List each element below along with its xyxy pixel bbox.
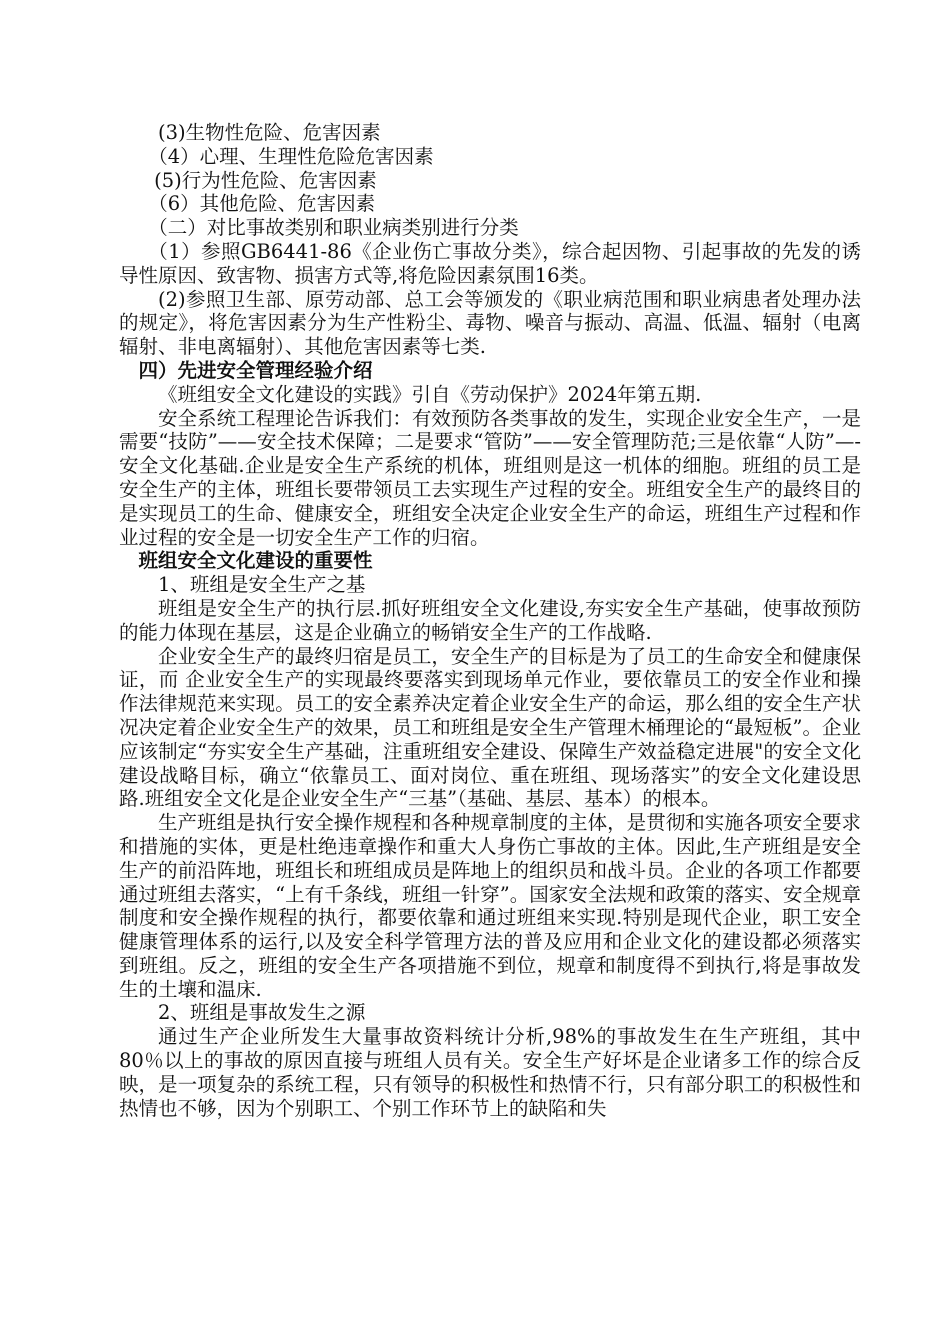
paragraph-employee-safety: 企业安全生产的最终归宿是员工，安全生产的目标是为了员工的生命安全和健康保证，而 企业安全生产的实现最终要落实到现场单元作业，要依靠员工的安全作业和操作法律规范来实现。员工的安全素养决定着企业安全生产的命运，那么组的安全生产状况决定着企业安全生产的效果，员工和班组是安全生产管理木桶理论的“最短板”。企业应该制定“夯实安全生产基础，注重班组安全建设、保障生产效益稳定进展"的安全文化建设战略目标，确立“依靠员工、面对岗位、重在班组、现场落实”的安全文化建设思路.班组安全文化是企业安全生产“三基”（基础、基层、基本）的根本。 [119,644,861,811]
paragraph-production-team: 生产班组是执行安全操作规程和各种规章制度的主体，是贯彻和实施各项安全要求和措施的实体，更是杜绝违章操作和重大人身伤亡事故的主体。因此,生产班组是安全生产的前沿阵地，班组长和班组成员是阵地上的组织员和战斗员。企业的各项工作都要通过班组去落实，“上有千条线，班组一针穿”。国家安全法规和政策的落实、安全规章制度和安全操作规程的执行，都要依靠和通过班组来实现.特别是现代企业，职工安全健康管理体系的运行,以及安全科学管理方法的普及应用和企业文化的建设都必须落实到班组。反之，班组的安全生产各项措施不到位，规章和制度得不到执行,将是事故发生的土壤和温床. [119,811,861,1001]
list-item-psychological-hazards: （4）心理、生理性危险危害因素 [148,144,434,168]
paragraph-gb6441: （1）参照GB6441-86《企业伤亡事故分类》，综合起因物、引起事故的先发的诱导性原因、致害物、损害方式等,将危险因素氛围16类。 [119,239,861,287]
section-heading-management-experience: 四）先进安全管理经验介绍 [138,358,373,382]
paragraph-occupational-disease: (2)参照卫生部、原劳动部、总工会等颁发的《职业病范围和职业病患者处理办法的规定》，将危害因素分为生产性粉尘、毒物、噪音与振动、高温、低温、辐射（电离辐射、非电离辐射）、其他危害因素等七类. [119,287,861,359]
list-item-behavioral-hazards: (5)行为性危险、危害因素 [154,168,377,192]
paragraph-statistics: 通过生产企业所发生大量事故资料统计分析,98%的事故发生在生产班组，其中80％以上的事故的原因直接与班组人员有关。安全生产好坏是企业诸多工作的综合反映，是一项复杂的系统工程，只有领导的积极性和热情不行，只有部分职工的积极性和热情也不够，因为个别职工、个别工作环节上的缺陷和失 [119,1025,861,1120]
list-item-biological-hazards: (3)生物性危险、危害因素 [158,121,381,144]
section-heading-importance: 班组安全文化建设的重要性 [138,549,373,573]
paragraph-execution-layer: 班组是安全生产的执行层.抓好班组安全文化建设,夯实安全生产基础，使事故预防的能力体现在基层，这是企业确立的畅销安全生产的工作战略. [119,596,861,644]
list-item-other-hazards: （6）其他危险、危害因素 [148,192,376,216]
paragraph-safety-theory: 安全系统工程理论告诉我们：有效预防各类事故的发生，实现企业安全生产，一是需要“技防”——安全技术保障；二是要求“管防”——安全管理防范;三是依靠“人防”—-安全文化基础.企业是安全生产系统的机体，班组则是这一机体的细胞。班组的员工是安全生产的主体，班组长要带领员工去实现生产过程的安全。班组安全生产的最终目的是实现员工的生命、健康安全，班组安全决定企业安全生产的命运，班组生产过程和作业过程的安全是一切安全生产工作的归宿。 [119,406,861,549]
subheading-foundation: 1、班组是安全生产之基 [158,573,366,597]
subheading-accident-source: 2、班组是事故发生之源 [158,1001,366,1025]
paragraph-citation: 《班组安全文化建设的实践》引自《劳动保护》2024年第五期. [158,382,702,406]
subheading-classification: （二）对比事故类别和职业病类别进行分类 [148,216,519,240]
document-body [119,121,861,1120]
